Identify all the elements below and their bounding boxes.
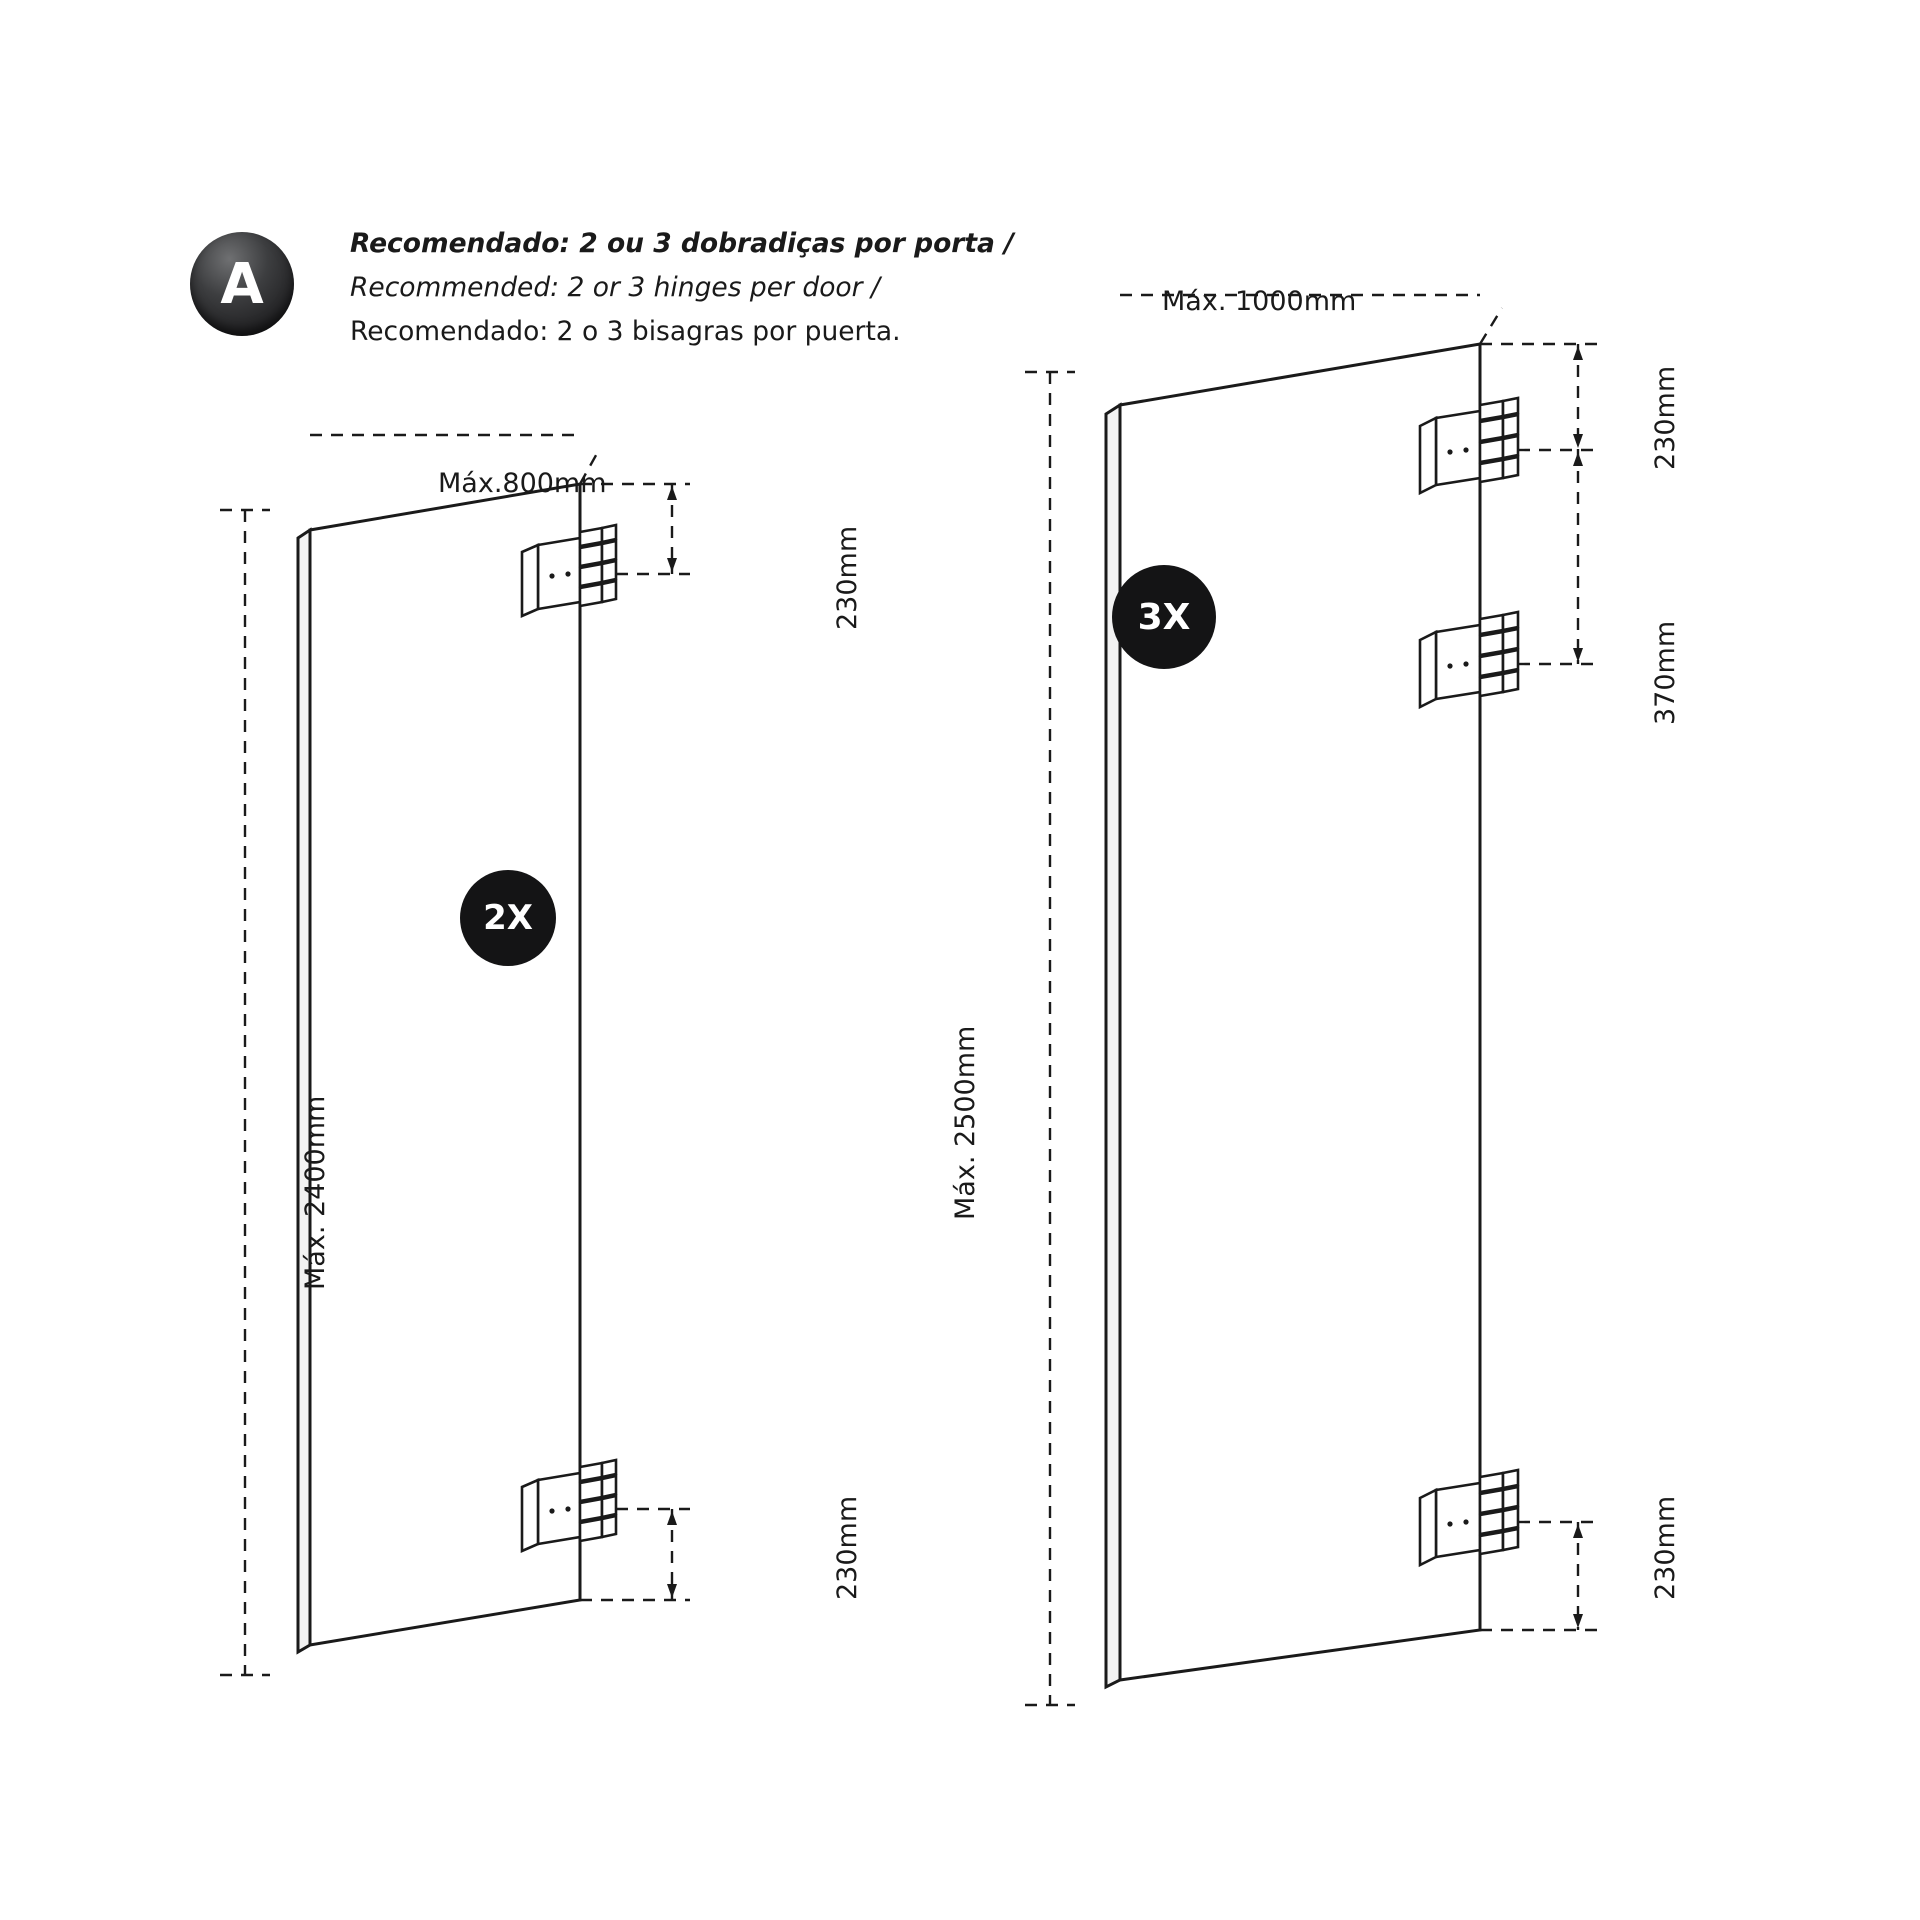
door-2x-height-label: Máx. 2400mm xyxy=(300,1095,331,1290)
diagram-door-3x xyxy=(900,0,1920,1920)
note-line-en: Recommended: 2 or 3 hinges per door / xyxy=(350,272,880,303)
door-2x-drawing xyxy=(280,470,840,1660)
door-3x-count-badge xyxy=(1112,565,1216,669)
door-3x-hinge-middle-offset: 370mm xyxy=(1650,620,1681,725)
note-line-pt: Recomendado: 2 ou 3 dobradiças por porta / xyxy=(350,228,1014,259)
door-3x-height-label: Máx. 2500mm xyxy=(950,1025,981,1220)
door-3x-count-label: 3X xyxy=(1137,596,1191,638)
door-2x-count-label: 2X xyxy=(483,898,533,938)
door-2x-hinge-bottom-offset: 230mm xyxy=(832,1495,863,1600)
door-3x-drawing xyxy=(1080,330,1720,1690)
step-badge-a-label: A xyxy=(220,251,264,317)
diagram-door-2x xyxy=(0,0,900,1920)
note-line-es: Recomendado: 2 o 3 bisagras por puerta. xyxy=(350,316,901,347)
door-2x-width-label: Máx.800mm xyxy=(438,468,607,499)
door-2x-hinge-top-offset: 230mm xyxy=(832,525,863,630)
door-3x-hinge-bottom-offset: 230mm xyxy=(1650,1495,1681,1600)
door-2x-count-badge xyxy=(460,870,556,966)
door-3x-hinge-top-offset: 230mm xyxy=(1650,365,1681,470)
door-3x-width-label: Máx. 1000mm xyxy=(1162,286,1357,317)
